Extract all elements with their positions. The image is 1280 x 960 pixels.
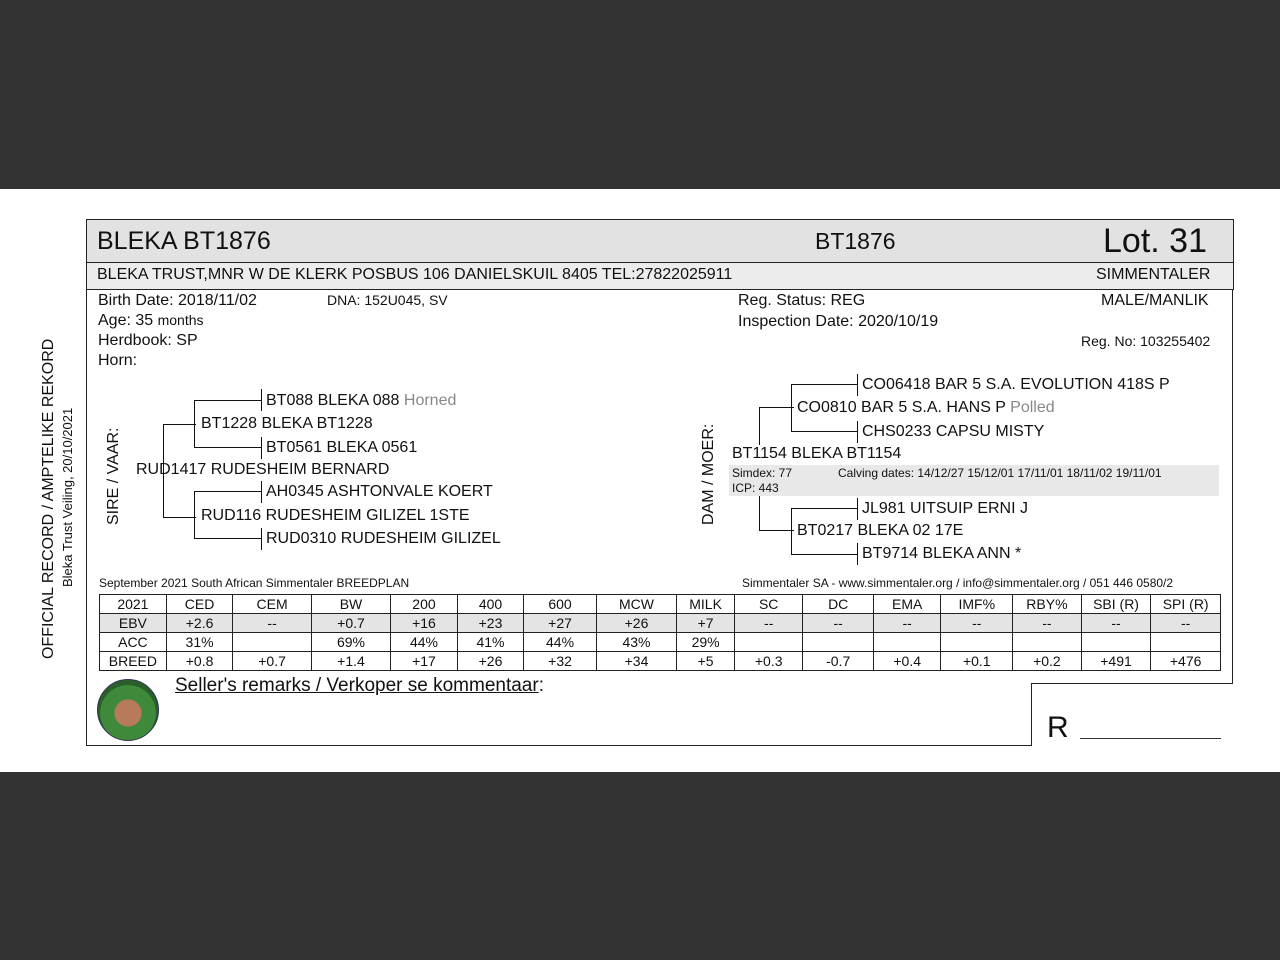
dam-dam-dam: BT9714 BLEKA ANN * [862,545,1022,562]
sire-tree-branch [194,538,262,539]
breed-avg-row-cell: +0.3 [734,652,803,671]
ebv-row-cell: +27 [524,614,596,633]
owner-line: BLEKA TRUST,MNR W DE KLERK POSBUS 106 DANIELSKUIL 8405 TEL:27822025911 [97,266,733,283]
ebv-row-cell: -- [1081,614,1151,633]
acc-row-cell: 44% [524,633,596,652]
ebv-row-cell: EBV [100,614,167,633]
breed-avg-row-cell: +0.2 [1013,652,1082,671]
breed-avg-row-cell: +1.4 [311,652,390,671]
dam-tree-tick [857,374,858,396]
sire-tree-tick [261,481,262,503]
breed-avg-row-cell: +491 [1081,652,1151,671]
reg-status: Reg. Status: REG [738,292,866,309]
breed-avg-row-cell: -0.7 [803,652,873,671]
ebv-header-row-cell: DC [803,595,873,614]
price-box-left [1031,683,1032,746]
reg-number: Reg. No: 103255402 [1081,333,1211,349]
ebv-row-cell: -- [1151,614,1221,633]
breedplan-caption: September 2021 South African Simmentaler BREEDPLAN [99,576,410,590]
acc-row-cell: ACC [100,633,167,652]
ebv-row-cell: +16 [391,614,458,633]
dam-tree-trunk [759,407,760,445]
dam-tree-branch [791,384,858,385]
price-label: R [1047,711,1069,744]
ebv-header-row-cell: 400 [457,595,524,614]
dam-dam-sire: JL981 UITSUIP ERNI J [862,500,1028,517]
sire: RUD1417 RUDESHEIM BERNARD [136,461,390,478]
price-line [1080,738,1221,739]
breed-avg-row-cell: +0.7 [233,652,311,671]
ebv-row-cell: +23 [457,614,524,633]
acc-row-cell [734,633,803,652]
ebv-header-row-cell: IMF% [941,595,1013,614]
breed-avg-row-cell: +34 [596,652,676,671]
breed-avg-row-cell: +26 [457,652,524,671]
dam-sire-sire: CO06418 BAR 5 S.A. EVOLUTION 418S P [862,376,1170,393]
acc-row [100,633,1221,652]
ebv-header-row-cell: EMA [873,595,941,614]
ebv-table [99,594,1221,671]
lot-number: Lot. 31 [1103,222,1207,260]
sire-tree-branch [163,517,196,518]
sire-tree-tick [261,389,262,411]
horn: Horn: [98,352,138,369]
dam-tree-branch [759,530,794,531]
ebv-header-row-cell: CEM [233,595,311,614]
sire-sire-dam: BT0561 BLEKA 0561 [266,439,418,456]
age-value: Age: 35 [98,312,154,329]
acc-row-cell [873,633,941,652]
ebv-row-cell: +2.6 [166,614,233,633]
ebv-row-cell: -- [233,614,311,633]
acc-row-cell: 29% [677,633,735,652]
dam-tree-tick [857,421,858,443]
sire-dam: RUD116 RUDESHEIM GILIZEL 1STE [201,507,470,524]
dam-tree-tick [857,498,858,520]
dam-tree-branch [759,407,794,408]
dam-sire [797,399,1055,417]
official-record-label: OFFICIAL RECORD / AMPTELIKE REKORD [40,338,57,659]
dam-dam: BT0217 BLEKA 02 17E [797,522,964,539]
dam-label: DAM / MOER: [700,423,717,525]
breed-avg-row-cell: +476 [1151,652,1221,671]
breed-label: SIMMENTALER [1096,266,1211,283]
breed-avg-row-cell: +32 [524,652,596,671]
frame-left [86,289,87,745]
reg-code: BT1876 [815,228,896,254]
ebv-header-row-cell: CED [166,595,233,614]
sire-tree-branch [194,447,262,448]
dam: BT1154 BLEKA BT1154 [732,445,902,462]
acc-row-cell: 44% [391,633,458,652]
sire-tree-branch [163,424,196,425]
ebv-header-row-cell: SPI (R) [1151,595,1221,614]
ds-name: CO0810 BAR 5 S.A. HANS P [797,399,1006,416]
ebv-header-row [100,595,1221,614]
calving-dates: Calving dates: 14/12/27 15/12/01 17/11/01 18/11/02 19/11/01 [838,466,1162,480]
acc-row-cell: 69% [311,633,390,652]
dna-info: DNA: 152U045, SV [327,292,448,308]
dam-tree-trunk [791,384,792,432]
sire-sire-sire [266,392,456,410]
acc-row-cell [803,633,873,652]
ebv-row-cell: -- [734,614,803,633]
dam-tree-branch [791,554,858,555]
herdbook: Herdbook: SP [98,332,198,349]
ebv-row-cell: -- [941,614,1013,633]
age-unit: months [157,312,204,328]
acc-row-cell: 31% [166,633,233,652]
sire-dam-sire: AH0345 ASHTONVALE KOERT [266,483,493,500]
ebv-header-row-cell: MCW [596,595,676,614]
dam-tree-trunk [791,508,792,555]
sire-tree-trunk [194,400,195,448]
breed-avg-row-cell: +0.4 [873,652,941,671]
acc-row-cell [941,633,1013,652]
breed-avg-row-cell: +17 [391,652,458,671]
sire-sire: BT1228 BLEKA BT1228 [201,415,373,432]
ebv-row-cell: -- [873,614,941,633]
ebv-header-row-cell: MILK [677,595,735,614]
ebv-header-row-cell: 2021 [100,595,167,614]
ebv-header-row-cell: SBI (R) [1081,595,1151,614]
breed-avg-row-cell: +0.8 [166,652,233,671]
ebv-row-cell: -- [1013,614,1082,633]
ebv-header-row-cell: SC [734,595,803,614]
remarks-label: Seller's remarks / Verkoper se kommentaar [175,675,539,696]
ebv-row [100,614,1221,633]
ebv-header-row-cell: 600 [524,595,596,614]
sire-dam-dam: RUD0310 RUDESHEIM GILIZEL [266,530,501,547]
horned-note: Horned [403,392,457,409]
acc-row-cell [1013,633,1082,652]
sire-label: SIRE / VAAR: [105,427,122,525]
sss-name: BT088 BLEKA 088 [266,392,400,409]
sire-tree-trunk [194,491,195,539]
remarks-colon: : [538,675,544,696]
ebv-row-cell: +0.7 [311,614,390,633]
society-logo [97,679,159,741]
breed-avg-row-cell: +0.1 [941,652,1013,671]
acc-row-cell [1081,633,1151,652]
acc-row-cell: 41% [457,633,524,652]
dam-tree-tick [857,543,858,565]
acc-row-cell: 43% [596,633,676,652]
age [98,312,204,330]
frame-right [1232,289,1233,683]
sex: MALE/MANLIK [1101,292,1209,309]
ebv-row-cell: +26 [596,614,676,633]
sire-tree-tick [261,437,262,459]
sire-tree-branch [194,491,262,492]
price-box-top [1031,683,1233,684]
acc-row-cell [233,633,311,652]
ebv-header-row-cell: BW [311,595,390,614]
ebv-header-row-cell: 200 [391,595,458,614]
dam-tree-trunk [759,496,760,531]
seller-remarks [175,675,544,697]
ebv-row-cell: -- [803,614,873,633]
acc-row-cell [1151,633,1221,652]
ebv-row-cell: +7 [677,614,735,633]
breed-avg-row-cell: +5 [677,652,735,671]
icp: ICP: 443 [732,481,779,495]
breed-avg-row [100,652,1221,671]
ebv-header-row-cell: RBY% [1013,595,1082,614]
simdex: Simdex: 77 [732,466,793,480]
dam-sire-dam: CHS0233 CAPSU MISTY [862,423,1045,440]
polled-note: Polled [1010,399,1055,416]
inspection-date: Inspection Date: 2020/10/19 [738,313,939,330]
animal-name: BLEKA BT1876 [97,227,271,255]
sire-tree-tick [261,528,262,550]
dam-tree-branch [791,431,858,432]
sire-tree-branch [194,400,262,401]
frame-bottom [86,745,1032,746]
birth-date: Birth Date: 2018/11/02 [98,292,257,309]
auction-label: Bleka Trust Veiling, 20/10/2021 [60,407,75,587]
breed-avg-row-cell: BREED [100,652,167,671]
society-contact: Simmentaler SA - www.simmentaler.org / info@simmentaler.org / 051 446 0580/2 [742,576,1174,590]
dam-tree-branch [791,508,858,509]
